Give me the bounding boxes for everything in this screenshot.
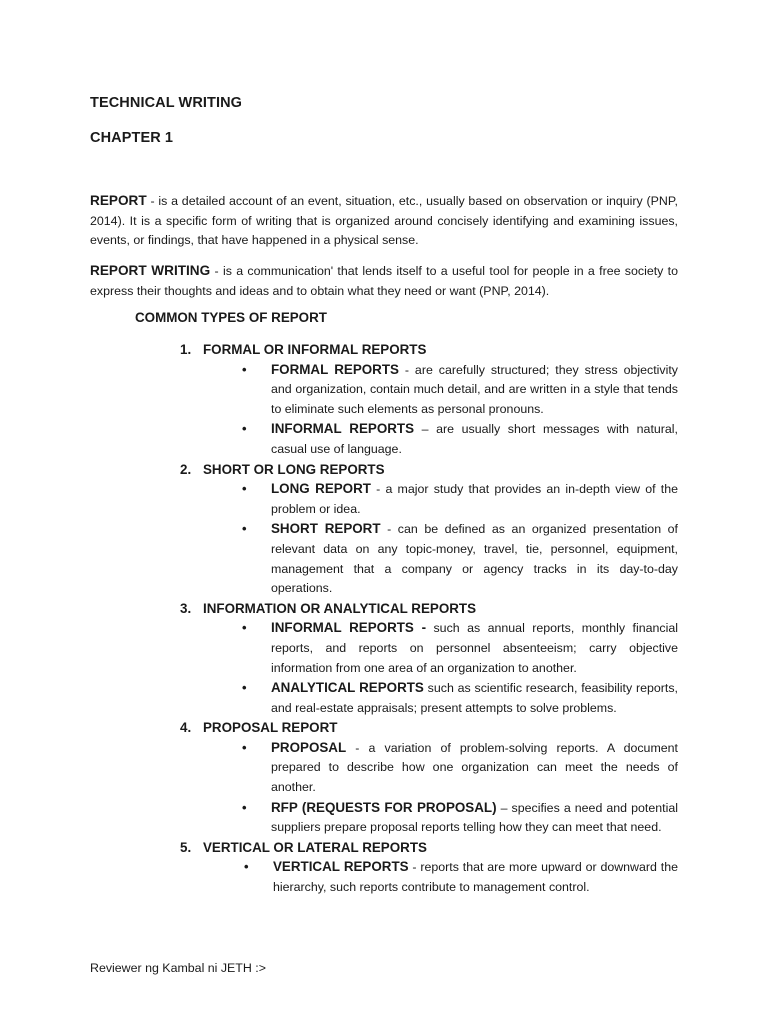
bullet-list: [180, 857, 678, 897]
type-heading-text: VERTICAL OR LATERAL REPORTS: [203, 839, 427, 855]
list-item: [242, 479, 678, 519]
type-heading-text: INFORMATION OR ANALYTICAL REPORTS: [203, 600, 477, 616]
bullet-icon: •: [242, 481, 247, 497]
type-number: 3.: [180, 600, 192, 616]
definition-text: - is a communication' that lends itself to a useful tool for people in a free society to express their thoughts and ideas and to obtain what they need or want (PNP, 2014).: [90, 264, 679, 298]
bullet-icon: •: [242, 521, 247, 537]
bullet-text: [271, 678, 678, 718]
report-type-heading: [180, 718, 678, 738]
bullet-text: [273, 857, 678, 897]
definition-text: - is a detailed account of an event, situation, etc., usually based on observation or inquiry (PNP, 2014). It is a specific form of writing that is organized around concisely identifying and examining issues, events, or findings, that have happened in a physical sense.: [90, 194, 678, 248]
bullet-description: - are carefully structured; they stress objectivity and organization, contain much detail, and are written in a style that tends to eliminate such elements as personal pronouns.: [271, 362, 678, 416]
bullet-term: INFORMAL REPORTS: [271, 421, 415, 437]
bullet-text: [271, 479, 678, 519]
list-item: [242, 738, 678, 798]
list-item: [242, 419, 678, 459]
report-type-item: [180, 599, 678, 719]
bullet-icon: •: [242, 620, 247, 636]
bullet-text: [271, 419, 678, 459]
bullet-icon: •: [242, 421, 247, 437]
definition-term: REPORT: [90, 193, 147, 208]
bullet-icon: •: [244, 859, 249, 875]
type-heading-text: SHORT OR LONG REPORTS: [203, 461, 385, 477]
bullet-list: [180, 618, 678, 718]
bullet-text: [271, 738, 678, 798]
bullet-icon: •: [242, 361, 247, 377]
bullet-description: – specifies a need and potential suppliers prepare proposal reports telling how they can meet that need.: [271, 800, 678, 835]
list-item: [242, 678, 678, 718]
bullet-list: [180, 479, 678, 599]
bullet-description: – are usually short messages with natural, casual use of language.: [271, 422, 678, 456]
definition-term: REPORT WRITING: [90, 263, 211, 278]
bullet-term: ANALYTICAL REPORTS: [271, 680, 424, 696]
bullet-term: INFORMAL REPORTS -: [271, 620, 427, 636]
type-number: 5.: [180, 839, 192, 855]
bullet-description: such as scientific research, feasibility reports, and real-estate appraisals; present attempts to solve problems.: [271, 681, 678, 715]
list-item: [242, 618, 678, 678]
bullet-description: such as annual reports, monthly financial reports, and reports on personnel absenteeism; carry objective information from one area of an organization to another.: [271, 621, 678, 675]
bullet-term: SHORT REPORT: [271, 521, 381, 537]
report-type-item: [180, 718, 678, 838]
bullet-text: [271, 360, 678, 420]
type-number: 4.: [180, 720, 192, 736]
bullet-term: VERTICAL REPORTS: [273, 859, 409, 875]
report-type-item: [180, 460, 678, 599]
report-types-list: [180, 340, 678, 898]
type-number: 1.: [180, 342, 192, 357]
type-heading-text: PROPOSAL REPORT: [203, 720, 338, 736]
list-item: [242, 857, 678, 897]
bullet-text: [271, 798, 678, 838]
type-heading-text: FORMAL OR INFORMAL REPORTS: [203, 342, 427, 357]
report-type-heading: [180, 460, 678, 480]
bullet-description: - reports that are more upward or downward the hierarchy, such reports contribute to management control.: [273, 860, 678, 895]
bullet-icon: •: [242, 680, 247, 696]
bullet-term: PROPOSAL: [271, 739, 347, 755]
bullet-icon: •: [242, 739, 247, 755]
report-type-item: [180, 340, 678, 460]
bullet-list: [180, 738, 678, 838]
bullet-term: RFP (REQUESTS FOR PROPOSAL): [271, 799, 497, 815]
document-title: TECHNICAL WRITING: [90, 95, 243, 111]
section-heading: COMMON TYPES OF REPORT: [135, 310, 327, 325]
bullet-list: [180, 360, 678, 460]
type-number: 2.: [180, 461, 192, 477]
list-item: [242, 519, 678, 598]
page-footer: Reviewer ng Kambal ni JETH :>: [90, 961, 266, 975]
list-item: [242, 360, 678, 420]
chapter-heading: CHAPTER 1: [90, 130, 174, 146]
bullet-description: - a variation of problem-solving reports. A document prepared to describe how one organization can meet the needs of another.: [271, 740, 678, 795]
list-item: [242, 798, 678, 838]
bullet-icon: •: [242, 799, 247, 815]
bullet-description: - a major study that provides an in-depth view of the problem or idea.: [271, 482, 679, 516]
definition-report-writing: [90, 261, 678, 301]
bullet-term: FORMAL REPORTS: [271, 361, 399, 377]
report-type-item: [180, 838, 678, 898]
bullet-text: [271, 618, 678, 678]
report-type-heading: [180, 599, 678, 619]
report-type-heading: [180, 838, 678, 858]
bullet-term: LONG REPORT: [271, 481, 371, 497]
bullet-text: [271, 519, 678, 598]
bullet-description: - can be defined as an organized presentation of relevant data on any topic-money, travel, tie, personnel, equipment, management that a company or agency tracks in its day-to-day operations.: [271, 522, 678, 596]
definition-report: [90, 191, 678, 251]
report-type-heading: [180, 340, 678, 360]
